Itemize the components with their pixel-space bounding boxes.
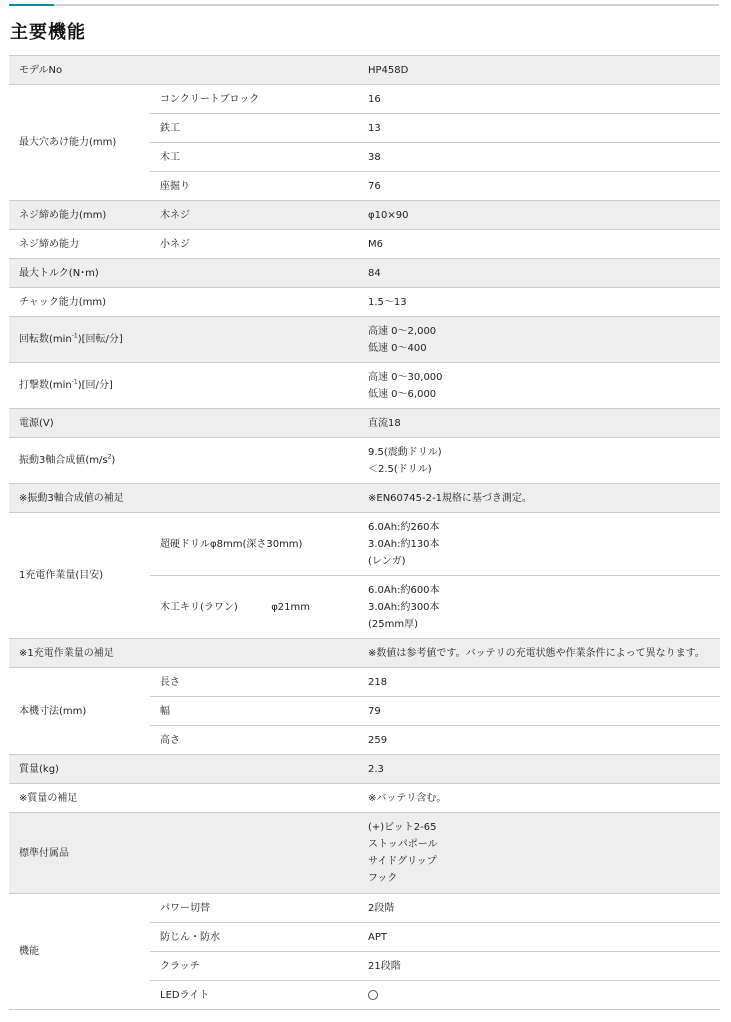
row-value: 218 — [348, 668, 720, 697]
row-sub: 長さ — [150, 668, 348, 697]
row-label: 電源(V) — [9, 409, 150, 438]
section-top-rule — [9, 4, 719, 6]
table-row-ipm — [9, 363, 720, 409]
row-value: 2段階 — [348, 894, 720, 923]
section-accent-bar — [9, 4, 54, 6]
page-title: 主要機能 — [10, 22, 86, 43]
row-value: 直流18 — [348, 409, 720, 438]
row-value: 21段階 — [348, 952, 720, 981]
row-label: ※振動3軸合成値の補足 — [9, 484, 348, 513]
table-row-chuck — [9, 288, 720, 317]
row-sub — [150, 317, 348, 363]
row-value — [348, 981, 720, 1010]
row-value: 259 — [348, 726, 720, 755]
row-value — [348, 317, 720, 363]
row-value: 79 — [348, 697, 720, 726]
row-value: ※バッテリ含む。 — [348, 784, 720, 813]
row-value: ※数値は参考値です。バッテリの充電状態や作業条件によって異なります。 — [348, 639, 720, 668]
label-superscript: -1 — [71, 332, 78, 340]
row-value: φ10×90 — [348, 201, 720, 230]
row-value: 2.3 — [348, 755, 720, 784]
row-value: M6 — [348, 230, 720, 259]
row-value: 16 — [348, 85, 720, 114]
label-superscript: 2 — [107, 453, 112, 461]
row-sub: 高さ — [150, 726, 348, 755]
row-sub — [150, 288, 348, 317]
row-sub: コンクリートブロック — [150, 85, 348, 114]
value-line: フック — [368, 873, 398, 884]
value-line: (25mm厚) — [368, 618, 419, 630]
row-value — [348, 438, 720, 484]
table-row-work-note — [9, 639, 720, 668]
spec-table — [9, 55, 720, 1010]
row-value: APT — [348, 923, 720, 952]
value-line: 3.0Ah:約130本 — [368, 538, 440, 550]
row-sub: パワー切替 — [150, 894, 348, 923]
value-line: 高速 0～2,000 — [368, 325, 437, 337]
circle-icon — [368, 990, 378, 1000]
row-label: 本機寸法(mm) — [9, 668, 150, 755]
value-line: ＜2.5(ドリル) — [368, 463, 432, 475]
value-line: 低速 0～400 — [368, 342, 427, 354]
table-row-mass-note — [9, 784, 720, 813]
row-value — [348, 813, 720, 894]
row-sub: 鉄工 — [150, 114, 348, 143]
row-label: 最大トルク(N･m) — [9, 259, 150, 288]
table-row-dims — [9, 668, 720, 697]
row-label: 質量(kg) — [9, 755, 150, 784]
label-text: ) — [111, 455, 116, 466]
row-label: ネジ締め能力 — [9, 230, 150, 259]
label-text: 回転数(min — [19, 334, 72, 345]
row-sub — [150, 409, 348, 438]
label-text: 打撃数(min — [19, 380, 72, 391]
value-line: 高速 0～30,000 — [368, 371, 443, 383]
row-label: 1充電作業量(目安) — [9, 513, 150, 639]
value-line: 低速 0～6,000 — [368, 388, 437, 400]
value-line: サイドグリップ — [368, 856, 437, 867]
row-sub — [150, 576, 348, 639]
row-value: 13 — [348, 114, 720, 143]
table-row-vibration — [9, 438, 720, 484]
row-sub: 防じん・防水 — [150, 923, 348, 952]
row-sub — [150, 438, 348, 484]
row-label — [9, 363, 150, 409]
table-row-features — [9, 894, 720, 923]
label-text: 振動3軸合成値(m/s — [19, 455, 108, 466]
value-line: 3.0Ah:約300本 — [368, 601, 440, 613]
value-line: (レンガ) — [368, 555, 406, 567]
table-row-screw-small — [9, 230, 720, 259]
row-value: HP458D — [348, 56, 720, 85]
row-label: 機能 — [9, 894, 150, 1010]
row-value — [348, 576, 720, 639]
row-value: 38 — [348, 143, 720, 172]
row-label: 標準付属品 — [9, 813, 150, 894]
row-sub: 木工 — [150, 143, 348, 172]
table-row-accessories — [9, 813, 720, 894]
value-line: 6.0Ah:約260本 — [368, 521, 440, 533]
sub-size: φ21mm — [271, 601, 310, 613]
row-value — [348, 363, 720, 409]
row-sub: LEDライト — [150, 981, 348, 1010]
row-label: モデルNo — [9, 56, 150, 85]
value-line: 9.5(震動ドリル) — [368, 446, 442, 458]
row-sub — [150, 813, 348, 894]
row-label: 最大穴あけ能力(mm) — [9, 85, 150, 201]
row-label: ネジ締め能力(mm) — [9, 201, 150, 230]
row-label: ※1充電作業量の補足 — [9, 639, 348, 668]
row-value: 84 — [348, 259, 720, 288]
table-row-vibration-note — [9, 484, 720, 513]
row-sub: 幅 — [150, 697, 348, 726]
label-text: )[回/分] — [77, 380, 113, 391]
table-row-power — [9, 409, 720, 438]
row-sub — [150, 755, 348, 784]
table-row-mass — [9, 755, 720, 784]
label-superscript: -1 — [71, 378, 78, 386]
row-sub: クラッチ — [150, 952, 348, 981]
table-row-screw-wood — [9, 201, 720, 230]
sub-label: 木工キリ(ラワン) — [160, 601, 238, 613]
row-sub: 超硬ドリルφ8mm(深さ30mm) — [150, 513, 348, 576]
row-label — [9, 438, 150, 484]
row-sub: 座掘り — [150, 172, 348, 201]
row-sub — [150, 56, 348, 85]
table-row-rpm — [9, 317, 720, 363]
table-row-work — [9, 513, 720, 576]
row-value: 1.5～13 — [348, 288, 720, 317]
row-sub: 小ネジ — [150, 230, 348, 259]
row-label: ※質量の補足 — [9, 784, 348, 813]
row-sub: 木ネジ — [150, 201, 348, 230]
value-line: 6.0Ah:約600本 — [368, 584, 440, 596]
row-sub — [150, 363, 348, 409]
row-value — [348, 513, 720, 576]
value-line: (+)ビット2-65 — [368, 822, 437, 833]
row-label: チャック能力(mm) — [9, 288, 150, 317]
table-row-torque — [9, 259, 720, 288]
row-value: ※EN60745-2-1規格に基づき測定。 — [348, 484, 720, 513]
label-text: )[回転/分] — [77, 334, 123, 345]
row-value: 76 — [348, 172, 720, 201]
table-row-model — [9, 56, 720, 85]
table-row-drill — [9, 85, 720, 114]
row-sub — [150, 259, 348, 288]
value-line: ストッパポール — [368, 839, 438, 850]
row-label — [9, 317, 150, 363]
